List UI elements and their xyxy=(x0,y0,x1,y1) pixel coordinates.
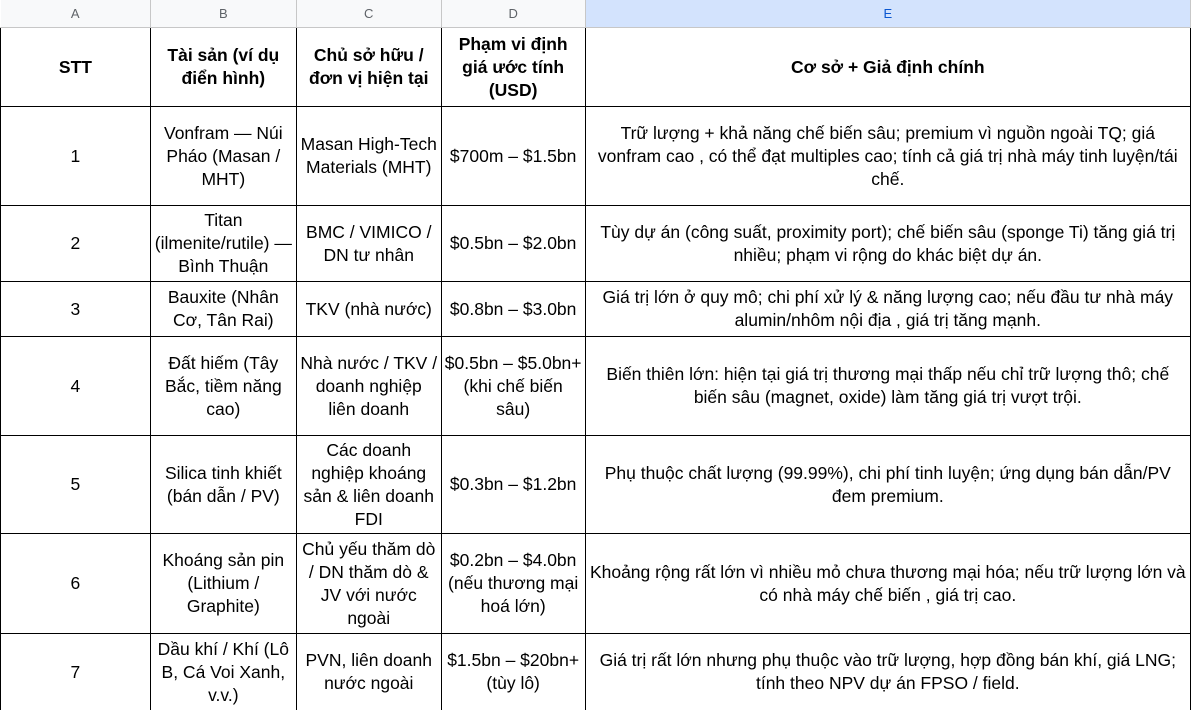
column-header-b[interactable]: B xyxy=(150,0,296,28)
cell-basis[interactable]: Phụ thuộc chất lượng (99.99%), chi phí tinh luyện; ứng dụng bán dẫn/PV đem premium. xyxy=(585,436,1190,534)
cell-stt[interactable]: 7 xyxy=(1,634,151,711)
column-header-e[interactable]: E xyxy=(585,0,1190,28)
cell-asset[interactable]: Đất hiếm (Tây Bắc, tiềm năng cao) xyxy=(150,337,296,436)
cell-asset[interactable]: Dầu khí / Khí (Lô B, Cá Voi Xanh, v.v.) xyxy=(150,634,296,711)
cell-basis[interactable]: Khoảng rộng rất lớn vì nhiều mỏ chưa thương mại hóa; nếu trữ lượng lớn và có nhà máy chế biến , giá trị cao. xyxy=(585,534,1190,634)
column-header-a[interactable]: A xyxy=(1,0,151,28)
header-range[interactable]: Phạm vi định giá ước tính (USD) xyxy=(441,28,585,107)
table-row xyxy=(1,337,1191,436)
cell-stt[interactable]: 4 xyxy=(1,337,151,436)
cell-basis[interactable]: Tùy dự án (công suất, proximity port); chế biến sâu (sponge Ti) tăng giá trị nhiều; phạm vi rộng do khác biệt dự án. xyxy=(585,206,1190,282)
cell-range[interactable]: $0.2bn – $4.0bn (nếu thương mại hoá lớn) xyxy=(441,534,585,634)
cell-owner[interactable]: Chủ yếu thăm dò / DN thăm dò & JV với nước ngoài xyxy=(296,534,441,634)
cell-basis[interactable]: Biến thiên lớn: hiện tại giá trị thương mại thấp nếu chỉ trữ lượng thô; chế biến sâu (magnet, oxide) làm tăng giá trị vượt trội. xyxy=(585,337,1190,436)
cell-range[interactable]: $0.5bn – $5.0bn+ (khi chế biến sâu) xyxy=(441,337,585,436)
cell-owner[interactable]: Nhà nước / TKV / doanh nghiệp liên doanh xyxy=(296,337,441,436)
header-asset[interactable]: Tài sản (ví dụ điển hình) xyxy=(150,28,296,107)
column-header-c[interactable]: C xyxy=(296,0,441,28)
header-stt[interactable]: STT xyxy=(1,28,151,107)
cell-asset[interactable]: Titan (ilmenite/rutile) — Bình Thuận xyxy=(150,206,296,282)
table-row xyxy=(1,634,1191,711)
cell-stt[interactable]: 2 xyxy=(1,206,151,282)
cell-asset[interactable]: Silica tinh khiết (bán dẫn / PV) xyxy=(150,436,296,534)
cell-owner[interactable]: BMC / VIMICO / DN tư nhân xyxy=(296,206,441,282)
header-owner[interactable]: Chủ sở hữu / đơn vị hiện tại xyxy=(296,28,441,107)
column-header-d[interactable]: D xyxy=(441,0,585,28)
cell-asset[interactable]: Vonfram — Núi Pháo (Masan / MHT) xyxy=(150,107,296,206)
cell-stt[interactable]: 1 xyxy=(1,107,151,206)
cell-basis[interactable]: Trữ lượng + khả năng chế biến sâu; premium vì nguồn ngoài TQ; giá vonfram cao , có thể đạt multiples cao; tính cả giá trị nhà máy tinh luyện/tái chế. xyxy=(585,107,1190,206)
cell-range[interactable]: $0.5bn – $2.0bn xyxy=(441,206,585,282)
table-row xyxy=(1,107,1191,206)
cell-basis[interactable]: Giá trị rất lớn nhưng phụ thuộc vào trữ lượng, hợp đồng bán khí, giá LNG; tính theo NPV dự án FPSO / field. xyxy=(585,634,1190,711)
cell-stt[interactable]: 3 xyxy=(1,282,151,337)
table-row xyxy=(1,206,1191,282)
cell-owner[interactable]: TKV (nhà nước) xyxy=(296,282,441,337)
cell-stt[interactable]: 5 xyxy=(1,436,151,534)
header-basis[interactable]: Cơ sở + Giả định chính xyxy=(585,28,1190,107)
cell-owner[interactable]: PVN, liên doanh nước ngoài xyxy=(296,634,441,711)
table-row xyxy=(1,436,1191,534)
table-row xyxy=(1,534,1191,634)
cell-stt[interactable]: 6 xyxy=(1,534,151,634)
cell-asset[interactable]: Bauxite (Nhân Cơ, Tân Rai) xyxy=(150,282,296,337)
cell-range[interactable]: $0.3bn – $1.2bn xyxy=(441,436,585,534)
table-row xyxy=(1,282,1191,337)
cell-owner[interactable]: Các doanh nghiệp khoáng sản & liên doanh FDI xyxy=(296,436,441,534)
cell-range[interactable]: $700m – $1.5bn xyxy=(441,107,585,206)
cell-basis[interactable]: Giá trị lớn ở quy mô; chi phí xử lý & năng lượng cao; nếu đầu tư nhà máy alumin/nhôm nội địa , giá trị tăng mạnh. xyxy=(585,282,1190,337)
table-header-row xyxy=(1,28,1191,107)
cell-range[interactable]: $1.5bn – $20bn+ (tùy lô) xyxy=(441,634,585,711)
column-header-row xyxy=(1,0,1191,28)
cell-owner[interactable]: Masan High-Tech Materials (MHT) xyxy=(296,107,441,206)
empty-row xyxy=(0,710,1191,720)
cell-asset[interactable]: Khoáng sản pin (Lithium / Graphite) xyxy=(150,534,296,634)
cell-range[interactable]: $0.8bn – $3.0bn xyxy=(441,282,585,337)
